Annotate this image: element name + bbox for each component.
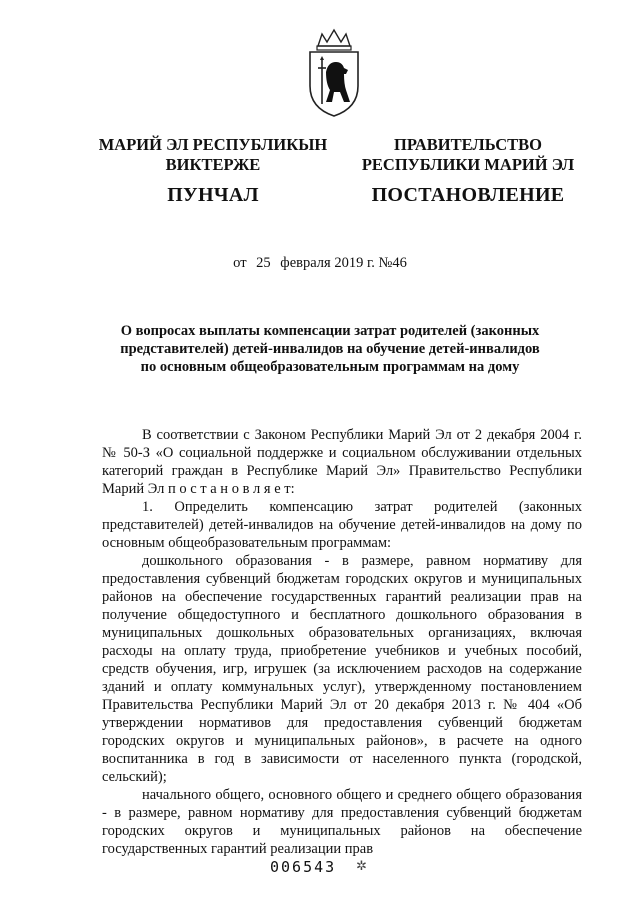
document-title — [80, 322, 580, 376]
date-day: 25 — [256, 255, 271, 271]
title-line-2: представителей) детей-инвалидов на обучение детей-инвалидов — [120, 341, 540, 357]
date-month-year: февраля 2019 г. № — [280, 255, 393, 271]
header-right — [348, 135, 588, 205]
title-line-1: О вопросах выплаты компенсации затрат родителей (законных — [120, 323, 540, 339]
header-right-line2: РЕСПУБЛИКИ МАРИЙ ЭЛ — [361, 155, 575, 174]
header-right-doc-type: ПОСТАНОВЛЕНИЕ — [371, 184, 565, 206]
header-left-line2: ВИКТЕРЖЕ — [165, 155, 261, 174]
document-body — [102, 426, 582, 858]
date-prefix: от — [233, 255, 247, 271]
serial-number: 006543 — [270, 858, 337, 876]
header-left-line1: МАРИЙ ЭЛ РЕСПУБЛИКЫН — [98, 135, 328, 154]
title-line-3: по основным общеобразовательным программам на дому — [140, 359, 520, 375]
header-left-doc-type: ПУНЧАЛ — [167, 184, 259, 206]
asterisk-mark-icon: ✲ — [356, 858, 367, 873]
document-number: 46 — [392, 255, 407, 271]
body-paragraph-2: 1. Определить компенсацию затрат родителей (законных представителей) детей-инвалидов на обучение детей-инвалидов на дому по основным общеобразовательным программам: — [102, 499, 582, 551]
body-paragraph-1: В соответствии с Законом Республики Марий Эл от 2 декабря 2004 г. № 50-З «О социальной поддержке и социальном обслуживании отдельных категорий граждан в Республике Марий Эл» Правительство Республики Марий Эл п о с т а н о в л я е т: — [102, 427, 582, 497]
coat-of-arms-icon — [304, 28, 364, 118]
date-line — [0, 255, 640, 272]
body-paragraph-3: дошкольного образования - в размере, равном нормативу для предоставления субвенций бюджетам городских округов и муниципальных районов на обеспечение государственных гарантий реализации прав на получение общедоступного и бесплатного дошкольного образования в муниципальных дошкольных образовательных организациях, включая расходы на оплату труда, приобретение учебников и учебных пособий, средств обучения, игр, игрушек (за исключением расходов на содержание зданий и оплату коммунальных услуг), утвержденному постановлением Правительства Республики Марий Эл от 20 декабря 2013 г. № 404 «Об утверждении нормативов для предоставления субвенций бюджетам городских округов и муниципальных районов», в расчете на одного воспитанника в год в зависимости от населенного пункта (городской, сельский); — [102, 553, 582, 785]
body-paragraph-4: начального общего, основного общего и среднего общего образования - в размере, равном нормативу для предоставления субвенций бюджетам городских округов и муниципальных районов на обеспечение государственных гарантий реализации прав — [102, 787, 582, 857]
header-left — [88, 135, 338, 205]
header-right-line1: ПРАВИТЕЛЬСТВО — [394, 135, 542, 154]
